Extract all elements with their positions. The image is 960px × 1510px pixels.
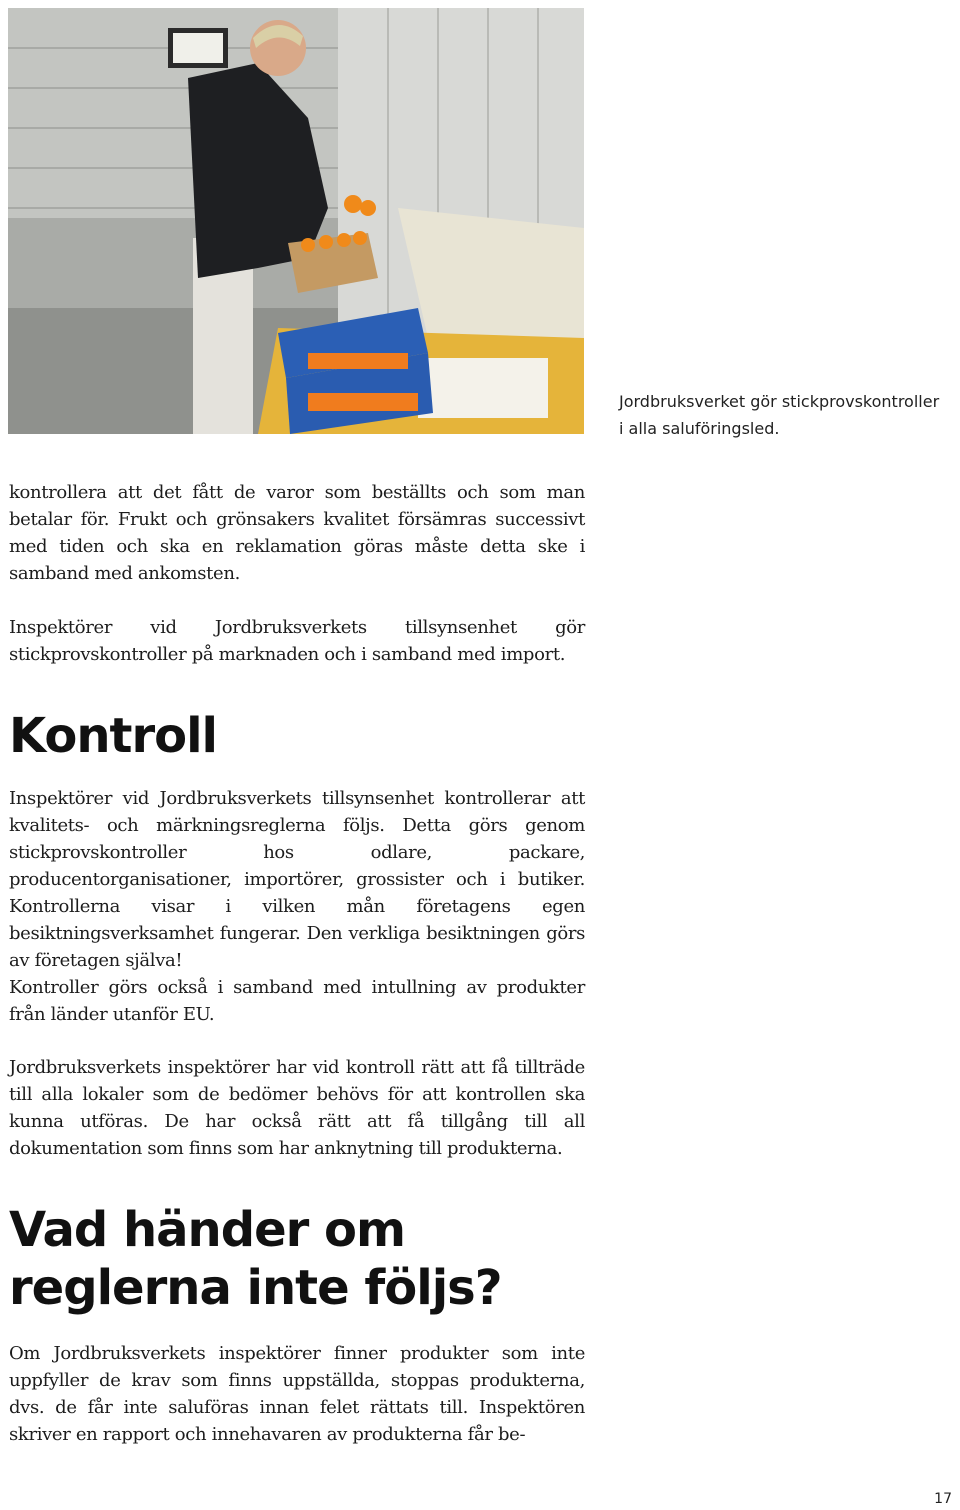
kontroll-heading-block	[9, 707, 585, 765]
kontroll-text-3: Jordbruksverkets inspektörer har vid kontroll rätt att få tillträde till alla lokaler som de bedömer behövs för att kontrollen ska kunna utföras. De har också rätt att få tillgång till all dokumentation som finns som har anknytning till produkterna.	[9, 1057, 585, 1159]
intro-paragraph-2	[9, 614, 585, 668]
vad-text: Om Jordbruksverkets inspektörer finner produkter som inte uppfyller de krav som finns uppställda, stoppas produkterna, dvs. de får inte saluföras innan felet rättats till. Inspektören skriver en rapport och innehavaren av produkterna får be-	[9, 1343, 585, 1445]
kontroll-text-1: Inspektörer vid Jordbruksverkets tillsynsenhet kontrollerar att kvalitets- och märkningsreglerna följs. Detta görs genom stickprovskontroller hos odlare, packare, producentorganisationer, importörer, grossister och i butiker. Kontrollerna visar i vilken mån företagens egen besiktningsverksamhet fungerar. Den verkliga besiktningen görs av företagen själva!	[9, 788, 585, 971]
intro-paragraph	[9, 479, 585, 587]
vad-paragraph	[9, 1340, 585, 1448]
vad-heading-line-2: reglerna inte följs?	[9, 1260, 502, 1316]
kontroll-text-2: Kontroller görs också i samband med intullning av produkter från länder utanför EU.	[9, 977, 585, 1025]
kontroll-paragraph-2	[9, 974, 585, 1028]
intro-text: kontrollera att det fått de varor som beställts och som man betalar för. Frukt och grönsakers kvalitet försämras successivt med tiden och ska en reklamation göras måste detta ske i samband med ankomsten.	[9, 482, 585, 584]
vad-heading-block	[9, 1201, 585, 1317]
photo-caption	[619, 388, 955, 442]
page-number: 17	[934, 1491, 952, 1507]
intro-text-2: Inspektörer vid Jordbruksverkets tillsynsenhet gör stickprovskontroller på marknaden och i samband med import.	[9, 617, 585, 665]
inspection-photo	[8, 8, 584, 434]
caption-line: Jordbruksverket gör stickprovskontroller	[619, 392, 940, 411]
kontroll-heading: Kontroll	[9, 708, 217, 764]
kontroll-paragraph-1	[9, 785, 585, 974]
kontroll-paragraph-3	[9, 1054, 585, 1162]
orange-inspection-photo-icon	[8, 8, 584, 434]
vad-heading-line-1: Vad händer om	[9, 1202, 406, 1258]
caption-line: i alla saluföringsled.	[619, 419, 780, 438]
